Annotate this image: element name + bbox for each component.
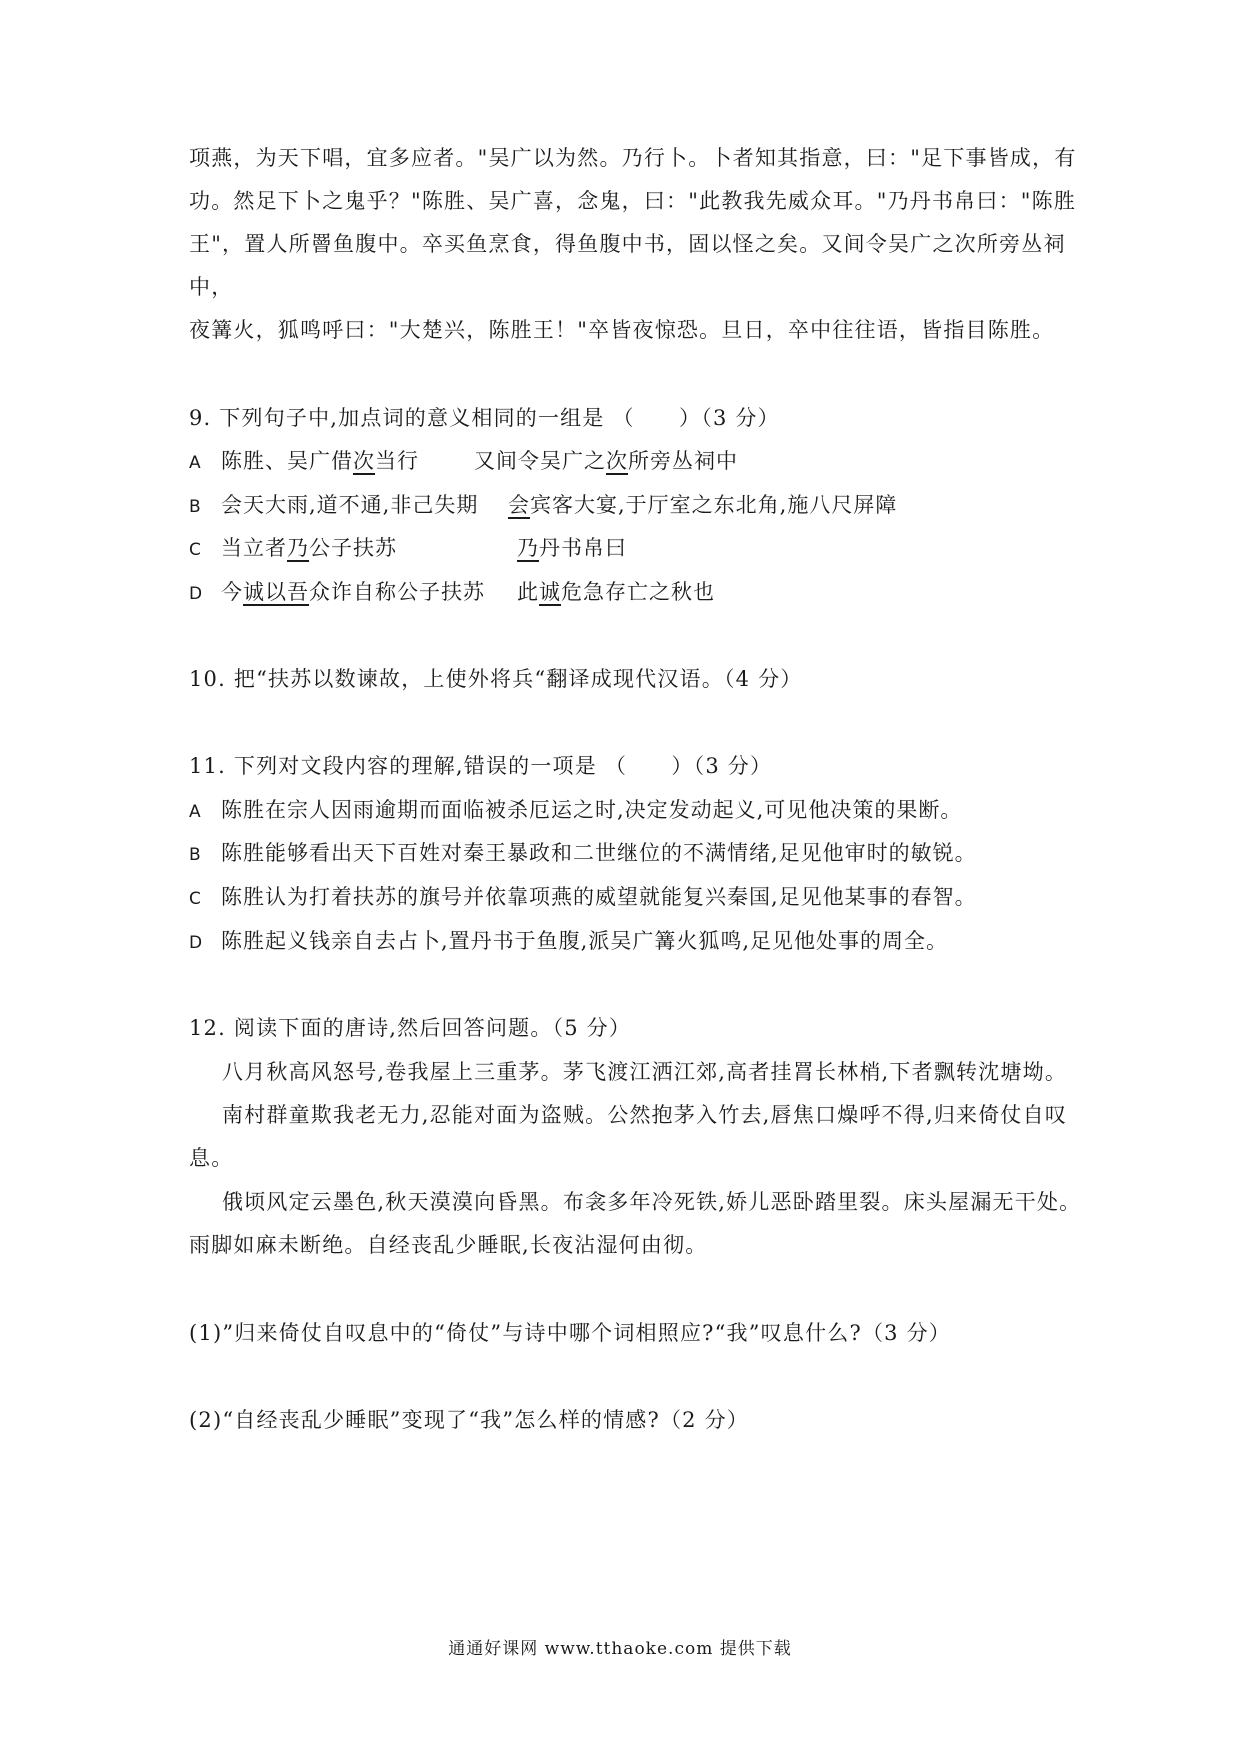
option-label: D	[189, 584, 204, 604]
option-text: 会天大雨,道不通,非己失期	[221, 493, 479, 517]
question-11-stem: 11. 下列对文段内容的理解,错误的一项是 （ ）（3 分）	[189, 754, 773, 778]
option-label: C	[189, 540, 202, 560]
option-text: 陈胜能够看出天下百姓对秦王暴政和二世继位的不满情绪,足见他审时的敏锐。	[221, 841, 977, 865]
passage-line: 功。然足下卜之鬼乎？"陈胜、吴广喜，念鬼，曰："此教我先威众耳。"乃丹书帛曰："陈胜	[189, 189, 1077, 213]
dotted-word: 次	[606, 449, 628, 473]
dotted-word: 诚以吾	[243, 580, 309, 604]
question-12-sub-1: (1)”归来倚仗自叹息中的“倚仗”与诗中哪个词相照应?“我”叹息什么?（3 分）	[189, 1321, 951, 1345]
poem-line: 雨脚如麻未断绝。自经丧乱少睡眠,长夜沾湿何由彻。	[189, 1233, 708, 1257]
option-text: 所旁丛祠中	[628, 449, 738, 473]
question-9-option-d	[189, 577, 485, 609]
question-12-sub-2: (2)“自经丧乱少睡眠”变现了“我”怎么样的情感?（2 分）	[189, 1408, 749, 1432]
question-9-stem: 9. 下列句子中,加点词的意义相同的一组是 （ ）（3 分）	[189, 406, 780, 430]
question-12-stem: 12. 阅读下面的唐诗,然后回答问题。（5 分）	[189, 1016, 632, 1040]
poem-line: 俄顷风定云墨色,秋天漠漠向昏黑。布衾多年冷死铁,娇儿恶卧踏里裂。床头屋漏无干处。	[222, 1190, 1082, 1214]
question-11-option-a	[189, 795, 962, 827]
poem-line: 南村群童欺我老无力,忍能对面为盗贼。公然抱茅入竹去,唇焦口燥呼不得,归来倚仗自叹	[222, 1103, 1068, 1127]
option-text: 当立者	[221, 536, 287, 560]
option-text: 又间令吴广之	[474, 449, 606, 473]
option-label: D	[189, 933, 204, 953]
question-9-option-b	[189, 490, 478, 522]
option-text: 此	[517, 580, 539, 604]
question-9-option-c-right	[517, 533, 627, 563]
dotted-word: 会	[508, 493, 530, 517]
option-label: A	[189, 802, 202, 822]
question-10-stem: 10. 把“扶苏以数谏故，上使外将兵“翻译成现代汉语。（4 分）	[189, 667, 803, 691]
option-label: C	[189, 889, 202, 909]
question-9-option-a	[189, 446, 419, 478]
question-9-option-a-right	[474, 446, 738, 476]
option-text: 今	[221, 580, 243, 604]
passage-line: 中，	[189, 275, 234, 299]
option-text: 众诈自称公子扶苏	[309, 580, 485, 604]
question-9-option-d-right	[517, 577, 715, 607]
passage-line: 项燕，为天下唱，宜多应者。"吴广以为然。乃行卜。卜者知其指意，曰："足下事皆成，有	[189, 146, 1077, 170]
question-9-option-c	[189, 533, 397, 565]
option-text: 当行	[375, 449, 419, 473]
option-text: 陈胜认为打着扶苏的旗号并依靠项燕的威望就能复兴秦国,足见他某事的春智。	[221, 885, 977, 909]
poem-line: 息。	[189, 1146, 234, 1170]
question-11-option-c	[189, 882, 977, 914]
question-11-option-d	[189, 926, 948, 958]
option-text: 陈胜、吴广借	[221, 449, 353, 473]
option-label: B	[189, 845, 202, 865]
option-text: 丹书帛曰	[539, 536, 627, 560]
passage-line: 王"，置人所罾鱼腹中。卒买鱼烹食，得鱼腹中书，固以怪之矣。又间令吴广之次所旁丛祠	[189, 232, 1066, 256]
question-11-option-b	[189, 838, 977, 870]
page-footer: 通通好课网 www.tthaoke.com 提供下载	[448, 1639, 792, 1659]
option-text: 宾客大宴,于厅室之东北角,施八尺屏障	[530, 493, 898, 517]
dotted-word: 乃	[517, 536, 539, 560]
dotted-word: 乃	[287, 536, 309, 560]
option-label: B	[189, 497, 202, 517]
poem-line: 八月秋高风怒号,卷我屋上三重茅。茅飞渡江洒江郊,高者挂罥长林梢,下者飘转沈塘坳。	[222, 1060, 1068, 1084]
option-text: 陈胜在宗人因雨逾期而面临被杀厄运之时,决定发动起义,可见他决策的果断。	[221, 798, 963, 822]
dotted-word: 诚	[539, 580, 561, 604]
option-text: 公子扶苏	[309, 536, 397, 560]
option-text: 陈胜起义钱亲自去占卜,置丹书于鱼腹,派吴广篝火狐鸣,足见他处事的周全。	[221, 929, 949, 953]
option-text: 危急存亡之秋也	[561, 580, 715, 604]
dotted-word: 次	[353, 449, 375, 473]
option-label: A	[189, 453, 202, 473]
passage-line: 夜篝火，狐鸣呼曰："大楚兴，陈胜王！"卒皆夜惊恐。旦日，卒中往往语，皆指目陈胜。	[189, 318, 1055, 342]
question-9-option-b-right	[508, 490, 897, 520]
